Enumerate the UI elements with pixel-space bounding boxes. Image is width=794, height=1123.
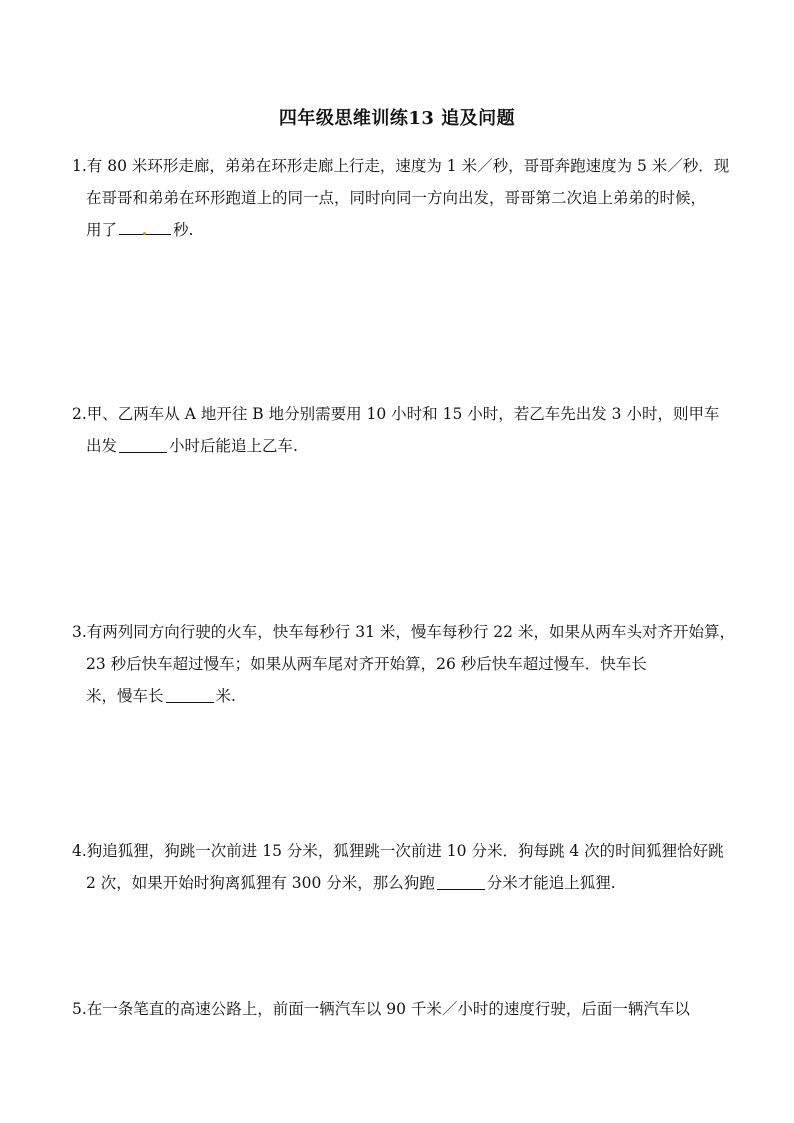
- question-5: [72, 993, 740, 1025]
- answer-blank-4[interactable]: [437, 871, 485, 890]
- question-3-text-before-blank: 米，慢车长: [86, 687, 164, 705]
- question-2-text-before-blank: 出发: [86, 437, 118, 455]
- question-1-text-after-blank: 秒.: [173, 221, 194, 239]
- marker-dot: [143, 232, 146, 235]
- question-4-line-1: 4.狗追狐狸，狗跳一次前进 15 分米，狐狸跳一次前进 10 分米．狗每跳 4 次的时间狐狸恰好跳: [72, 842, 724, 860]
- question-2: [72, 398, 740, 462]
- question-4-text-after-blank: 分米才能追上狐狸.: [486, 874, 616, 892]
- question-4: [72, 835, 740, 899]
- answer-blank-1[interactable]: [119, 216, 171, 235]
- question-3-line-2: 23 秒后快车超过慢车；如果从两车尾对齐开始算，26 秒后快车超过慢车．快车长: [86, 655, 647, 673]
- question-1-line-3: [72, 214, 740, 246]
- question-4-text-before-blank: 2 次，如果开始时狗离狐狸有 300 分米，那么狗跑: [86, 874, 435, 892]
- question-5-line-1: 5.在一条笔直的高速公路上，前面一辆汽车以 90 千米／小时的速度行驶，后面一辆汽车以: [72, 1000, 690, 1018]
- question-3-text-after-blank: 米.: [215, 687, 236, 705]
- question-4-line-2: [72, 867, 740, 899]
- question-1: [72, 150, 740, 246]
- question-1-line-1: 1.有 80 米环形走廊，弟弟在环形走廊上行走，速度为 1 米／秒，哥哥奔跑速度为 5 米／秒．现: [72, 157, 730, 175]
- answer-blank-3[interactable]: [166, 684, 214, 703]
- worksheet-title: 四年级思维训练13 追及问题: [278, 108, 516, 129]
- question-1-line-2: 在哥哥和弟弟在环形跑道上的同一点，同时向同一方向出发，哥哥第二次追上弟弟的时候，: [86, 189, 707, 207]
- answer-blank-2[interactable]: [119, 434, 167, 453]
- question-3: [72, 616, 740, 712]
- question-2-text-after-blank: 小时后能追上乙车.: [169, 437, 298, 455]
- question-3-line-3: [72, 680, 740, 712]
- question-1-text-before-blank: 用了: [86, 221, 118, 239]
- question-3-line-1: 3.有两列同方向行驶的火车，快车每秒行 31 米，慢车每秒行 22 米，如果从两车头对齐开始算，: [72, 623, 735, 641]
- question-2-line-2: [72, 430, 740, 462]
- question-2-line-1: 2.甲、乙两车从 A 地开往 B 地分别需要用 10 小时和 15 小时，若乙车先出发 3 小时，则甲车: [72, 405, 720, 423]
